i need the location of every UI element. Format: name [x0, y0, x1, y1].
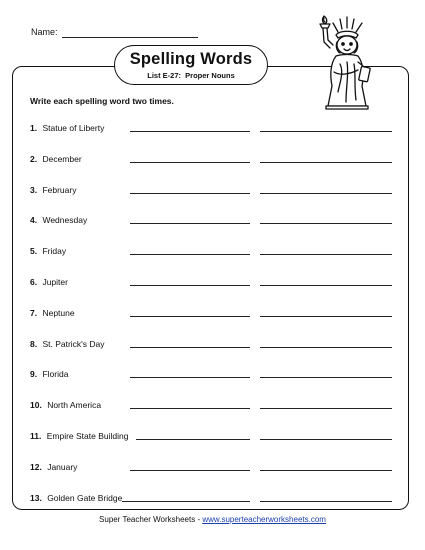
word-item	[30, 462, 77, 474]
answer-line-2[interactable]	[260, 347, 392, 348]
answer-line-1[interactable]	[130, 254, 250, 255]
word-item	[30, 246, 66, 258]
word-number: 13.	[30, 492, 42, 503]
answer-line-1[interactable]	[130, 316, 250, 317]
answer-line-1[interactable]	[130, 347, 250, 348]
answer-line-2[interactable]	[260, 131, 392, 132]
word-text: Neptune	[40, 307, 75, 318]
footer	[0, 515, 425, 524]
answer-line-2[interactable]	[260, 285, 392, 286]
answer-line-2[interactable]	[260, 439, 392, 440]
answer-line-2[interactable]	[260, 408, 392, 409]
word-text: North America	[44, 400, 102, 411]
answer-line-1[interactable]	[130, 162, 250, 163]
word-item	[30, 400, 101, 412]
name-label: Name:	[31, 27, 58, 37]
word-item	[30, 123, 104, 135]
answer-line-2[interactable]	[260, 223, 392, 224]
answer-line-1[interactable]	[130, 131, 250, 132]
instructions: Write each spelling word two times.	[30, 96, 174, 106]
list-id: List E-27:	[147, 71, 181, 80]
word-text: Wednesday	[40, 215, 88, 226]
footer-site: Super Teacher Worksheets	[99, 515, 196, 524]
word-item	[30, 339, 105, 351]
page-title: Spelling Words	[129, 50, 253, 68]
answer-line-1[interactable]	[130, 470, 250, 471]
answer-line-1[interactable]	[122, 501, 250, 502]
word-text: Friday	[40, 246, 67, 257]
word-number: 8.	[30, 338, 38, 349]
word-item	[30, 308, 75, 320]
word-number: 7.	[30, 307, 38, 318]
answer-line-2[interactable]	[260, 162, 392, 163]
answer-line-1[interactable]	[130, 285, 250, 286]
word-text: December	[40, 153, 82, 164]
word-text: Florida	[40, 369, 69, 380]
word-text: Statue of Liberty	[40, 123, 105, 133]
name-line[interactable]	[62, 37, 198, 38]
word-text: January	[44, 461, 78, 472]
footer-link[interactable]: www.superteacherworksheets.com	[202, 515, 326, 524]
word-text: Jupiter	[40, 277, 68, 287]
answer-line-2[interactable]	[260, 193, 392, 194]
answer-line-2[interactable]	[260, 316, 392, 317]
word-item	[30, 154, 82, 166]
word-item	[30, 493, 122, 505]
word-number: 3.	[30, 184, 38, 195]
word-item	[30, 369, 68, 381]
answer-line-1[interactable]	[136, 439, 250, 440]
word-text: St. Patrick's Day	[40, 338, 105, 349]
answer-line-2[interactable]	[260, 254, 392, 255]
word-item	[30, 431, 128, 443]
word-number: 11.	[30, 431, 42, 441]
word-number: 9.	[30, 369, 38, 380]
statue-of-liberty-icon	[316, 12, 378, 112]
answer-line-2[interactable]	[260, 470, 392, 471]
footer-separator: -	[195, 515, 203, 524]
word-number: 4.	[30, 215, 38, 226]
word-number: 5.	[30, 246, 38, 257]
word-item	[30, 277, 68, 289]
name-row	[31, 27, 58, 37]
word-item	[30, 215, 87, 227]
word-text: Golden Gate Bridge	[44, 492, 123, 503]
answer-line-1[interactable]	[130, 408, 250, 409]
answer-line-1[interactable]	[130, 377, 250, 378]
word-number: 1.	[30, 123, 38, 133]
word-number: 6.	[30, 277, 38, 287]
word-number: 2.	[30, 153, 38, 164]
title-pill	[114, 45, 268, 85]
answer-line-1[interactable]	[130, 193, 250, 194]
list-topic: Proper Nouns	[185, 71, 235, 80]
answer-line-1[interactable]	[130, 223, 250, 224]
answer-line-2[interactable]	[260, 377, 392, 378]
answer-line-2[interactable]	[260, 501, 392, 502]
word-text: February	[40, 184, 77, 195]
word-number: 10.	[30, 400, 42, 411]
word-text: Empire State Building	[44, 431, 129, 441]
title-subtitle	[115, 71, 267, 80]
word-number: 12.	[30, 461, 42, 472]
word-item	[30, 185, 76, 197]
